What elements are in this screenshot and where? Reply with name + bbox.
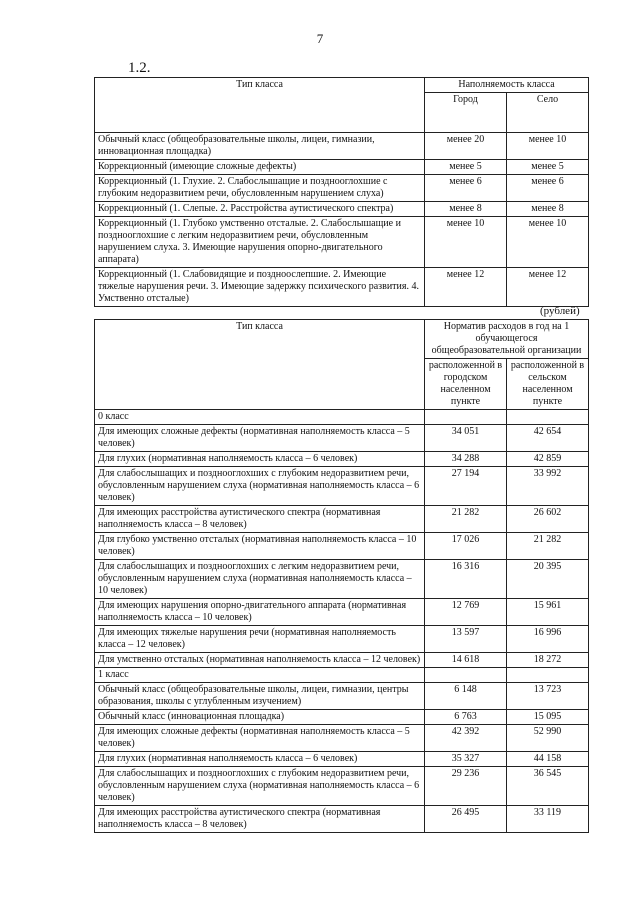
empty-cell	[425, 668, 507, 683]
t1-header-city: Город	[425, 93, 507, 133]
t2-header-city: расположенной в городском населенном пункте	[425, 359, 507, 410]
row-village-value: 33 992	[507, 467, 589, 506]
row-city-value: менее 12	[425, 268, 507, 307]
empty-cell	[507, 668, 589, 683]
table-row	[95, 506, 589, 533]
row-type: Для слабослышащих и позднооглохших с глубоким недоразвитием речи, обусловленным нарушением слуха (нормативная наполняемость класса – 6 человек)	[95, 767, 425, 806]
row-village-value: менее 5	[507, 160, 589, 175]
row-type: Для имеющих нарушения опорно-двигательного аппарата (нормативная наполняемость класса – 10 человек)	[95, 599, 425, 626]
row-type: Коррекционный (1. Глубоко умственно отсталые. 2. Слабослышащие и позднооглохшие с легким недоразвитием речи, обусловленным нарушением слуха. 3. Имеющие нарушения опорно-двигательного аппарата)	[95, 217, 425, 268]
row-village-value: 20 395	[507, 560, 589, 599]
table-row	[95, 725, 589, 752]
t1-header-fill: Наполняемость класса	[425, 78, 589, 93]
row-type: Для имеющих тяжелые нарушения речи (нормативная наполняемость класса – 12 человек)	[95, 626, 425, 653]
row-village-value: менее 8	[507, 202, 589, 217]
row-type: Для имеющих сложные дефекты (нормативная наполняемость класса – 5 человек)	[95, 725, 425, 752]
row-city-value: 29 236	[425, 767, 507, 806]
row-type: Для глубоко умственно отсталых (нормативная наполняемость класса – 10 человек)	[95, 533, 425, 560]
row-city-value: 27 194	[425, 467, 507, 506]
table-row	[95, 268, 589, 307]
t2-header-type: Тип класса	[95, 320, 425, 410]
expense-norm-table	[94, 319, 589, 833]
row-type: Коррекционный (имеющие сложные дефекты)	[95, 160, 425, 175]
table-row	[95, 806, 589, 833]
row-city-value: 34 288	[425, 452, 507, 467]
table-row	[95, 175, 589, 202]
row-city-value: 6 148	[425, 683, 507, 710]
row-city-value: 17 026	[425, 533, 507, 560]
row-type: Обычный класс (общеобразовательные школы, лицеи, гимназии, инновационная площадка)	[95, 133, 425, 160]
row-city-value: 26 495	[425, 806, 507, 833]
row-city-value: 16 316	[425, 560, 507, 599]
row-type: Для слабослышащих и позднооглохших с глубоким недоразвитием речи, обусловленным нарушением слуха (нормативная наполняемость класса – 6 человек)	[95, 467, 425, 506]
row-city-value: 6 763	[425, 710, 507, 725]
row-type: Для умственно отсталых (нормативная наполняемость класса – 12 человек)	[95, 653, 425, 668]
table-row	[95, 160, 589, 175]
row-city-value: 34 051	[425, 425, 507, 452]
t2-header-norm: Норматив расходов в год на 1 обучающегося общеобразовательной организации	[425, 320, 589, 359]
row-type: Обычный класс (общеобразовательные школы, лицеи, гимназии, центры образования, школы с углубленным изучением)	[95, 683, 425, 710]
row-city-value: менее 8	[425, 202, 507, 217]
row-type: Для имеющих расстройства аутистического спектра (нормативная наполняемость класса – 8 человек)	[95, 506, 425, 533]
row-city-value: 12 769	[425, 599, 507, 626]
row-city-value: 35 327	[425, 752, 507, 767]
row-village-value: менее 10	[507, 133, 589, 160]
row-city-value: 21 282	[425, 506, 507, 533]
table-row	[95, 202, 589, 217]
group-label: 0 класс	[95, 410, 425, 425]
row-city-value: 13 597	[425, 626, 507, 653]
table-row	[95, 425, 589, 452]
row-city-value: менее 5	[425, 160, 507, 175]
row-city-value: 42 392	[425, 725, 507, 752]
table-row	[95, 710, 589, 725]
table-row	[95, 752, 589, 767]
row-village-value: 44 158	[507, 752, 589, 767]
row-village-value: 16 996	[507, 626, 589, 653]
table-row	[95, 560, 589, 599]
class-fill-table	[94, 77, 589, 307]
row-village-value: 21 282	[507, 533, 589, 560]
table-row	[95, 767, 589, 806]
page-number: 7	[316, 31, 324, 46]
table-row	[95, 452, 589, 467]
row-type: Для глухих (нормативная наполняемость класса – 6 человек)	[95, 752, 425, 767]
row-city-value: менее 20	[425, 133, 507, 160]
row-type: Коррекционный (1. Слепые. 2. Расстройства аутистического спектра)	[95, 202, 425, 217]
group-row	[95, 668, 589, 683]
t1-header-type: Тип класса	[95, 78, 425, 133]
table-row	[95, 133, 589, 160]
row-village-value: менее 6	[507, 175, 589, 202]
table-row	[95, 533, 589, 560]
row-type: Обычный класс (инновационная площадка)	[95, 710, 425, 725]
group-label: 1 класс	[95, 668, 425, 683]
row-village-value: 18 272	[507, 653, 589, 668]
row-village-value: 33 119	[507, 806, 589, 833]
unit-label: (рублей)	[540, 305, 580, 317]
row-village-value: 26 602	[507, 506, 589, 533]
group-row	[95, 410, 589, 425]
table-row	[95, 467, 589, 506]
row-village-value: 15 961	[507, 599, 589, 626]
table-row	[95, 683, 589, 710]
row-village-value: менее 10	[507, 217, 589, 268]
table-row	[95, 599, 589, 626]
row-village-value: 42 654	[507, 425, 589, 452]
empty-cell	[425, 410, 507, 425]
row-type: Коррекционный (1. Слабовидящие и поздноослепшие. 2. Имеющие тяжелые нарушения речи. 3. Имеющие задержку психического развития. 4. Умственно отсталые)	[95, 268, 425, 307]
row-village-value: 13 723	[507, 683, 589, 710]
t2-header-village: расположенной в сельском населенном пункте	[507, 359, 589, 410]
section-label: 1.2.	[128, 60, 151, 76]
table-row	[95, 653, 589, 668]
empty-cell	[507, 410, 589, 425]
row-village-value: менее 12	[507, 268, 589, 307]
table-row	[95, 626, 589, 653]
row-village-value: 15 095	[507, 710, 589, 725]
t1-header-village: Село	[507, 93, 589, 133]
row-type: Коррекционный (1. Глухие. 2. Слабослышащие и позднооглохшие с глубоким недоразвитием речи, обусловленным нарушением слуха)	[95, 175, 425, 202]
row-city-value: менее 6	[425, 175, 507, 202]
table-row	[95, 217, 589, 268]
row-city-value: 14 618	[425, 653, 507, 668]
row-village-value: 52 990	[507, 725, 589, 752]
row-type: Для глухих (нормативная наполняемость класса – 6 человек)	[95, 452, 425, 467]
row-type: Для имеющих расстройства аутистического спектра (нормативная наполняемость класса – 8 человек)	[95, 806, 425, 833]
row-village-value: 42 859	[507, 452, 589, 467]
row-city-value: менее 10	[425, 217, 507, 268]
row-village-value: 36 545	[507, 767, 589, 806]
row-type: Для слабослышащих и позднооглохших с легким недоразвитием речи, обусловленным нарушением слуха (нормативная наполняемость класса – 10 человек)	[95, 560, 425, 599]
row-type: Для имеющих сложные дефекты (нормативная наполняемость класса – 5 человек)	[95, 425, 425, 452]
